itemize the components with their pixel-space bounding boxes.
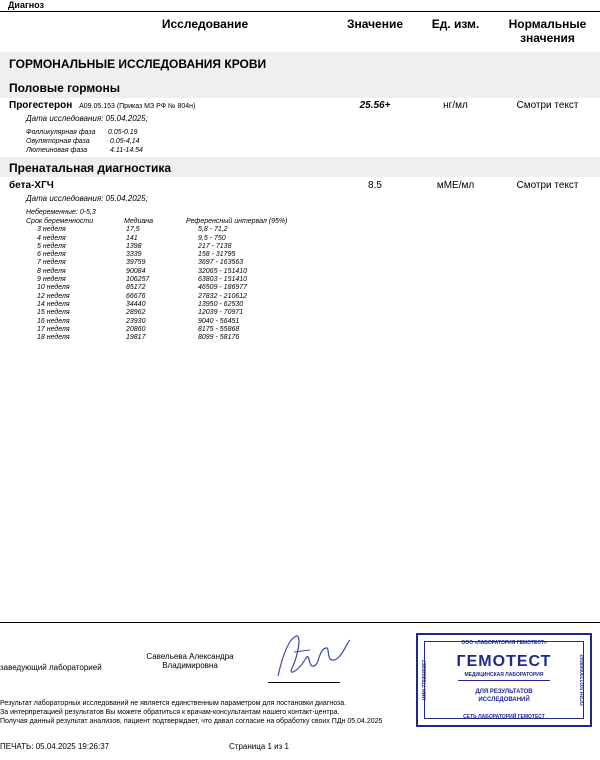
hcg-reference-table [26, 218, 287, 342]
row-reference: 27832 - 210612 [198, 292, 248, 300]
row-term: 16 неделя [37, 317, 70, 325]
row-term: 4 неделя [37, 234, 66, 242]
row-term: 9 неделя [37, 276, 66, 284]
progesterone-value: 25.56+ [359, 100, 391, 111]
row-median: 19817 [126, 334, 146, 342]
print-timestamp: ПЕЧАТЬ: 05.04.2025 19:26:37 [0, 742, 110, 751]
page-number: Страница 1 из 1 [229, 742, 289, 751]
hcg-nonpregnant: Небеременные: 0-5,3 [26, 209, 96, 216]
progesterone-norm: Смотри текст [516, 100, 579, 111]
phase-row: Овуляторная фаза 0.05-4,14 [26, 138, 140, 145]
signer-name: Савельева Александра Владимировна [146, 652, 234, 670]
row-median: 141 [126, 234, 138, 242]
table-row [26, 226, 287, 234]
row-term: 14 неделя [37, 300, 70, 308]
row-reference: 158 - 31795 [198, 251, 236, 259]
col-unit-header: Ед. изм. [431, 17, 480, 31]
progesterone-unit: нг/мл [443, 100, 468, 111]
table-row [26, 243, 287, 251]
table-row [26, 235, 287, 243]
table-row [26, 259, 287, 267]
row-median: 1398 [126, 242, 142, 250]
row-reference: 9,5 - 750 [198, 234, 226, 242]
hcg-unit: мМЕ/мл [436, 180, 475, 191]
row-term: 3 неделя [37, 226, 66, 234]
table-row [26, 318, 287, 326]
progesterone-date: Дата исследования: 05.04.2025; [26, 114, 148, 123]
phase-row: Фолликулярная фаза 0.05-0.19 [26, 129, 138, 136]
row-reference: 5,8 - 71,2 [198, 226, 228, 234]
table-row [26, 334, 287, 342]
row-median: 17,5 [126, 226, 140, 234]
row-reference: 46509 - 186977 [198, 284, 248, 292]
row-term: 7 неделя [37, 259, 66, 267]
table-row [26, 293, 287, 301]
lab-stamp: ООО «ЛАБОРАТОРИЯ ГЕМОТЕСТ» ГЕМОТЕСТ МЕДИЦИНСКАЯ ЛАБОРАТОРИЯ ДЛЯ РЕЗУЛЬТАТОВ ИССЛЕДОВАНИЙ СЕТЬ ЛАБОРАТОРИЙ ГЕМОТЕСТ ИНН 7703030357 ОГРН 1027700068642 [416, 633, 592, 727]
diagnosis-label: Диагноз [0, 0, 600, 12]
row-median: 39759 [126, 259, 146, 267]
col-study-header: Исследование [161, 17, 249, 31]
row-median: 85172 [126, 284, 146, 292]
col-header-term: Срок беременности [26, 218, 94, 225]
row-median: 23930 [126, 317, 146, 325]
row-median: 3339 [126, 251, 142, 259]
row-median: 106257 [126, 276, 150, 284]
row-reference: 8175 - 55868 [198, 325, 240, 333]
row-reference: 217 - 7138 [198, 242, 232, 250]
row-reference: 12039 - 70971 [198, 309, 244, 317]
row-reference: 32065 - 151410 [198, 267, 248, 275]
row-term: 5 неделя [37, 242, 66, 250]
row-term: 15 неделя [37, 309, 70, 317]
phase-row: Лютеиновая фаза 4.11-14.54 [26, 147, 143, 154]
row-reference: 8099 - 58176 [198, 334, 240, 342]
row-reference: 63803 - 151410 [198, 276, 248, 284]
progesterone-code: A09.05.153 (Приказ МЗ РФ № 804н) [79, 103, 196, 110]
footer-separator [0, 622, 600, 623]
disclaimer-2: За интерпретацией результатов Вы можете обратиться к врачам-консультантам нашего контакт-центра. [0, 709, 340, 716]
hcg-value: 8.5 [368, 180, 382, 191]
progesterone-row [9, 100, 195, 111]
row-term: 12 неделя [37, 292, 70, 300]
row-reference: 3697 - 163563 [198, 259, 244, 267]
row-median: 28962 [126, 309, 146, 317]
row-reference: 9040 - 56451 [198, 317, 240, 325]
hcg-norm: Смотри текст [516, 180, 579, 191]
row-median: 20860 [126, 325, 146, 333]
group2-title: Пренатальная диагностика [9, 161, 172, 175]
row-term: 6 неделя [37, 251, 66, 259]
col-header-median: Медиана [124, 218, 154, 225]
row-term: 18 неделя [37, 334, 70, 342]
hcg-name: бета-ХГЧ [9, 180, 54, 191]
row-term: 17 неделя [37, 325, 70, 333]
signature-line [268, 682, 340, 683]
row-reference: 13950 - 62530 [198, 300, 244, 308]
hcg-date: Дата исследования: 05.04.2025; [26, 194, 148, 203]
row-term: 8 неделя [37, 267, 66, 275]
col-norm-header: Нормальные значения [508, 17, 587, 45]
row-median: 66676 [126, 292, 146, 300]
table-row [26, 309, 287, 317]
col-value-header: Значение [346, 17, 404, 31]
table-row [26, 268, 287, 276]
group1-title: Половые гормоны [9, 81, 120, 95]
row-median: 90084 [126, 267, 146, 275]
table-row [26, 326, 287, 334]
signer-role: заведующий лабораторией [0, 663, 102, 672]
row-median: 34440 [126, 300, 146, 308]
progesterone-name: Прогестерон [9, 100, 73, 111]
stamp-brand: ГЕМОТЕСТ [456, 653, 552, 670]
signature-image [268, 628, 358, 684]
row-term: 10 неделя [37, 284, 70, 292]
col-header-reference: Референсный интервал (95%) [186, 218, 288, 225]
table-row [26, 284, 287, 292]
disclaimer-3: Получая данный результат анализов, пациент подтверждает, что давал согласие на обработку своих ПДн 05.04.2025 [0, 718, 383, 725]
section-title: ГОРМОНАЛЬНЫЕ ИССЛЕДОВАНИЯ КРОВИ [9, 57, 267, 71]
disclaimer-1: Результат лабораторных исследований не является единственным параметром для постановки диагноза. [0, 700, 347, 707]
